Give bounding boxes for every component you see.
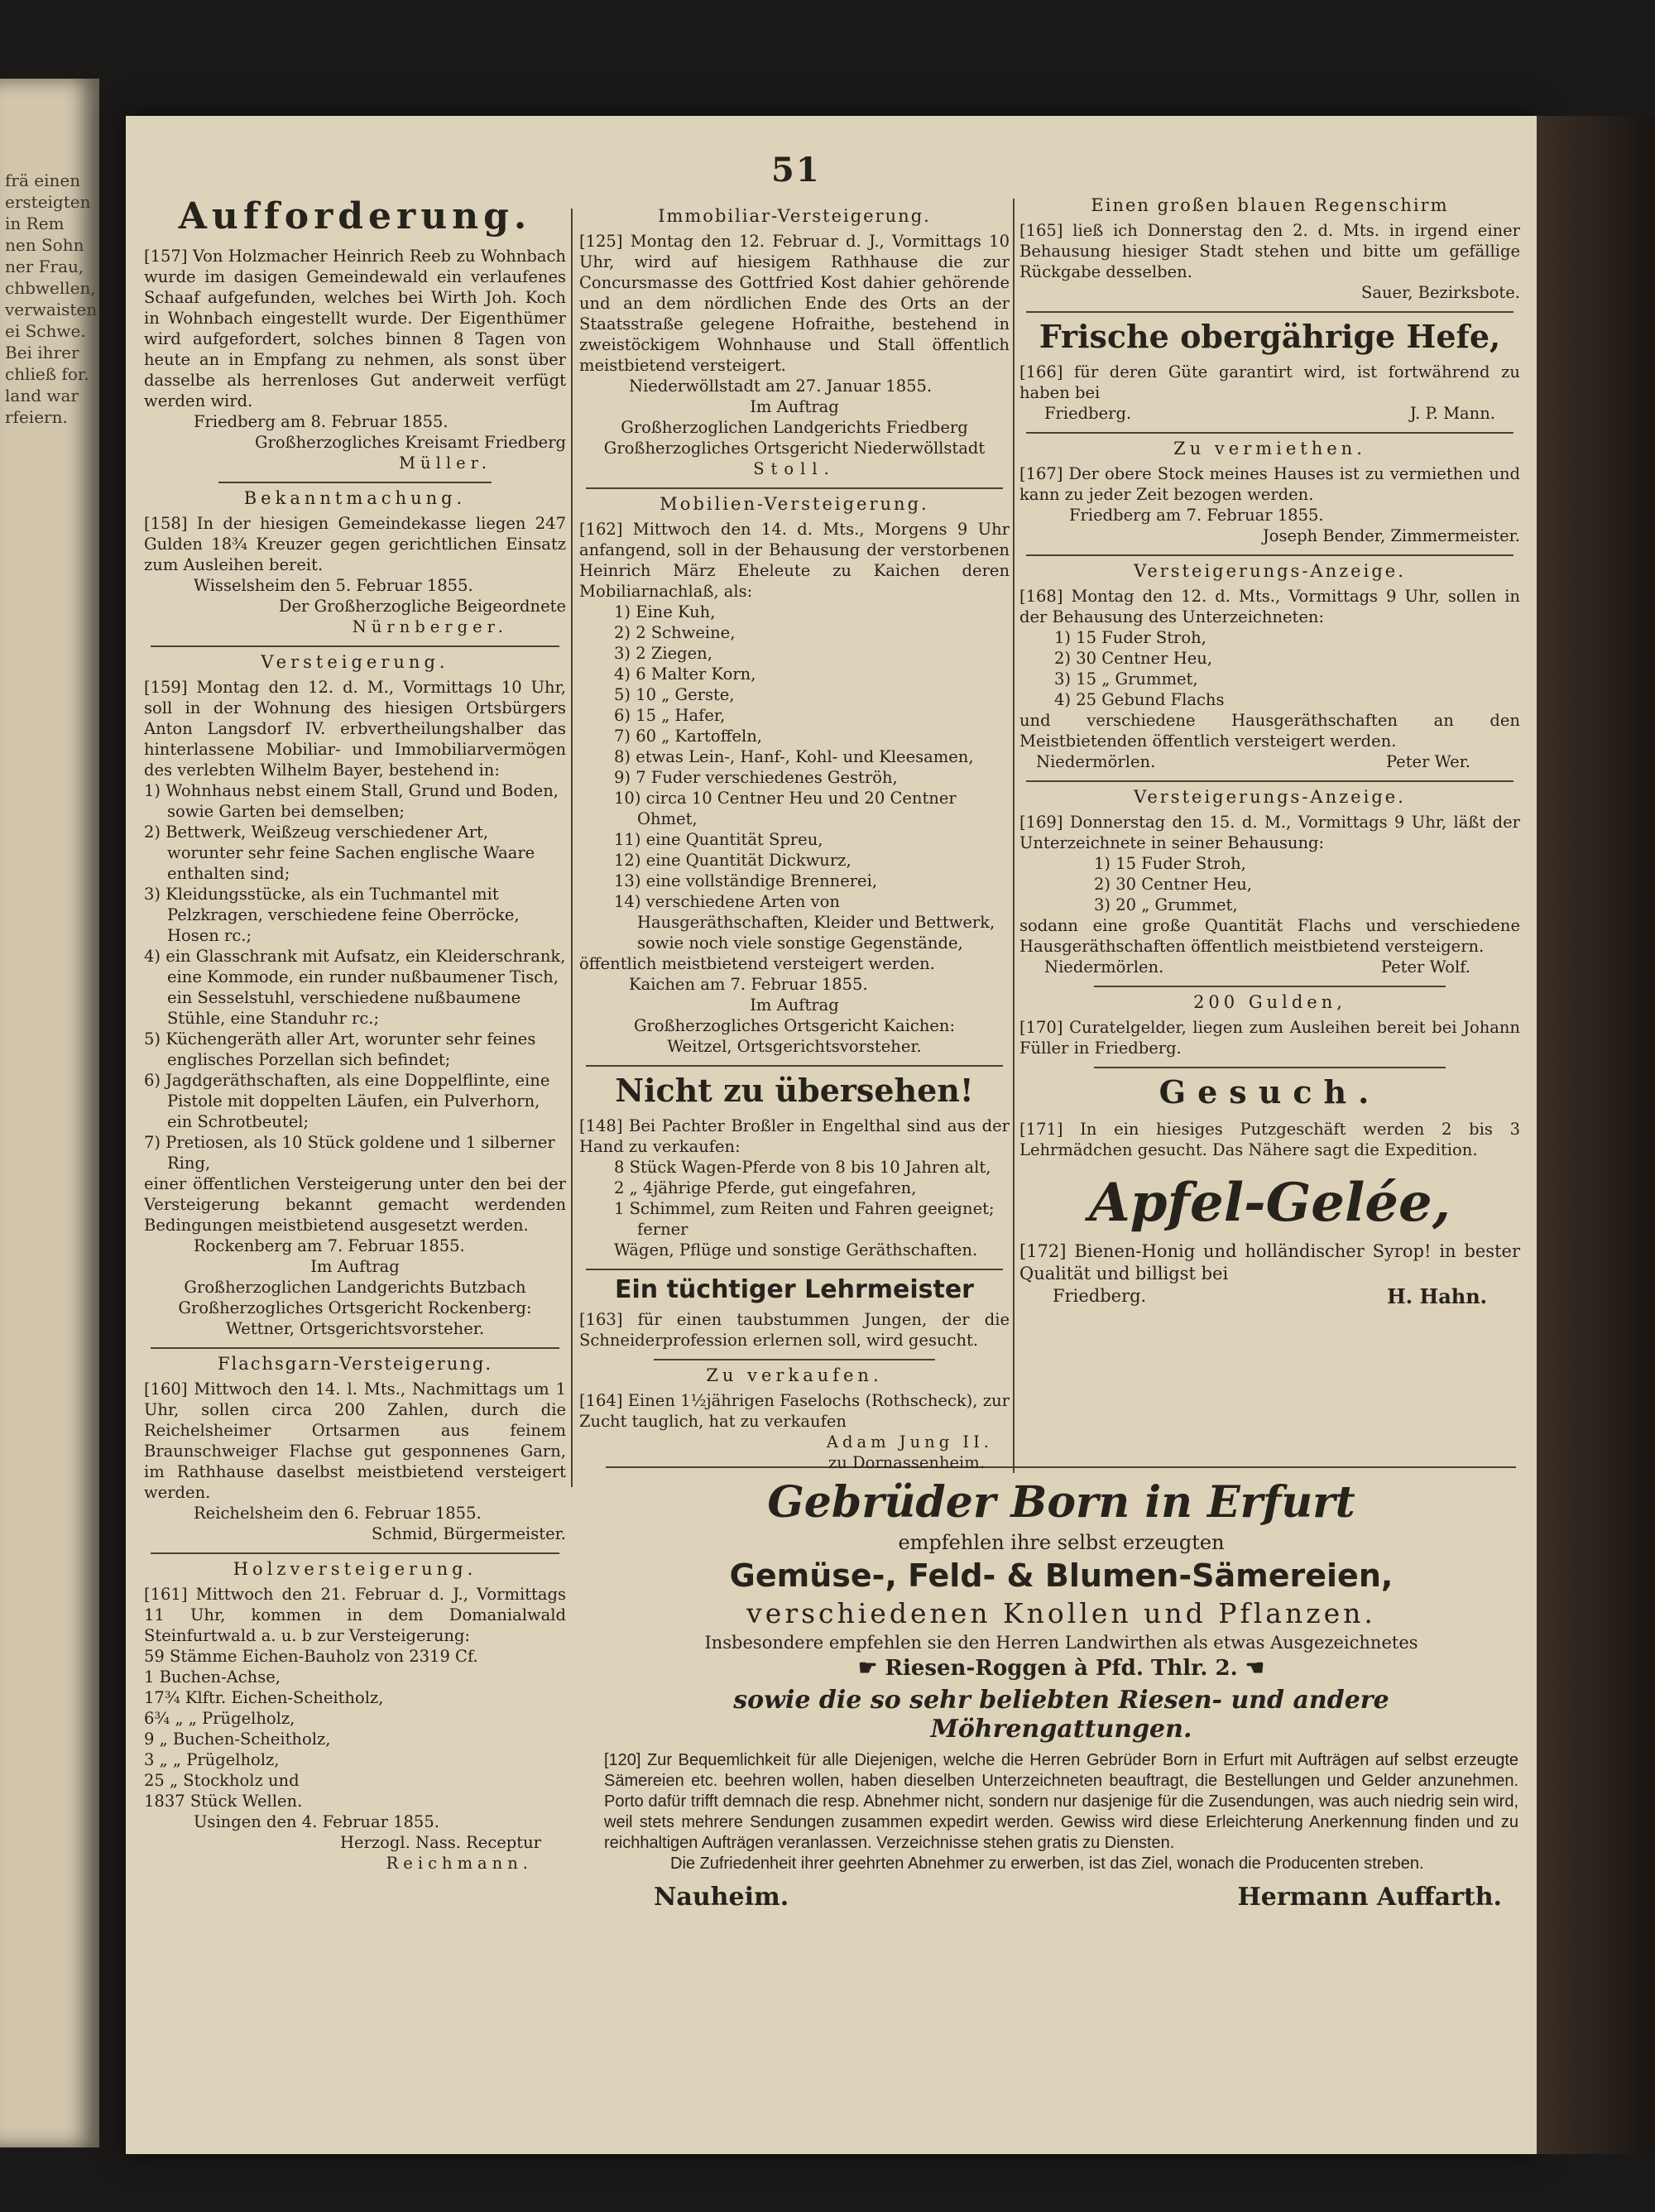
signature: Sauer, Bezirksbote. (1361, 283, 1520, 302)
notice-title: 200 Gulden, (1193, 992, 1346, 1012)
notice-title: Flachsgarn-Versteigerung. (217, 1354, 493, 1374)
place-date: Rockenberg am 7. Februar 1855. (194, 1236, 465, 1255)
notice-title: Mobilien-Versteigerung. (660, 494, 929, 514)
notice-tail: sodann eine große Quantität Flachs und verschiedene Hausgeräthschaften öffentlich meistbietend versteigern. (1019, 916, 1520, 956)
left-page-fragment: ersteigten (5, 192, 91, 212)
notice-text: [166] für deren Güte garantirt wird, ist fortwährend zu haben bei (1019, 362, 1520, 402)
notice-title: Holzversteigerung. (233, 1559, 477, 1579)
list-item: 10) circa 10 Centner Heu und 20 Centner Ohmet, (614, 789, 957, 828)
authority: Großherzogliches Ortsgericht Kaichen: (633, 1016, 956, 1035)
list-item: 6¾ „ „ Prügelholz, (144, 1709, 295, 1728)
left-page-fragment: land war (5, 386, 79, 405)
signature-place: zu Dornassenheim. (828, 1453, 985, 1472)
left-page-fragment: chließ for. (5, 364, 89, 384)
signature: J. P. Mann. (1409, 404, 1495, 423)
divider (1026, 780, 1513, 782)
notice-166 (1019, 318, 1520, 424)
notice-title: Gesuch. (1158, 1073, 1381, 1111)
left-page-fragment: verwaisten (5, 300, 98, 319)
signature: Adam Jung II. (826, 1432, 993, 1451)
list-item: 1) Wohnhaus nebst einem Stall, Grund und Boden, sowie Garten bei demselben; (144, 781, 559, 821)
notice-163 (579, 1275, 1010, 1351)
item-list (1019, 627, 1520, 710)
notice-tail: öffentlich meistbietend versteigert werden. (579, 954, 935, 973)
in-auftrag: Im Auftrag (750, 996, 839, 1015)
item-list (579, 602, 1010, 953)
list-item: 9) 7 Fuder verschiedenes Geströh, (614, 768, 898, 787)
notice-text: [125] Montag den 12. Februar d. J., Vormittags 10 Uhr, wird auf hiesigem Rathhause die zur Concursmasse des Gottfried Kost dahier gehörende und an dem nördlichen Ende des Orts an der Staatsstraße gelegene Hofraithe, bestehend in zweistöckigem Wohnhause und Stall öffentlich meistbietend versteigert. (579, 232, 1010, 375)
notice-title: Ein tüchtiger Lehrmeister (615, 1275, 974, 1304)
place-date: Wisselsheim den 5. Februar 1855. (194, 576, 473, 595)
notice-text: [171] In ein hiesiges Putzgeschäft werden 2 bis 3 Lehrmädchen gesucht. Das Nähere sagt die Expedition. (1019, 1120, 1520, 1159)
notice-text: [148] Bei Pachter Broßler in Engelthal sind aus der Hand zu verkaufen: (579, 1116, 1010, 1156)
notice-title: Apfel-Gelée, (1089, 1172, 1451, 1234)
born-advertisement (604, 1477, 1518, 1912)
place-date: Friedberg am 7. Februar 1855. (1069, 506, 1324, 525)
list-item: Wägen, Pflüge und sonstige Geräthschaften. (614, 1240, 978, 1260)
column-1 (144, 190, 566, 1874)
list-item: 2) 30 Centner Heu, (1054, 649, 1213, 668)
notice-text: [167] Der obere Stock meines Hauses ist zu vermiethen und kann zu jeder Zeit bezogen werden. (1019, 464, 1520, 504)
list-item: 4) 6 Malter Korn, (614, 665, 756, 684)
list-item: 8) etwas Lein-, Hanf-, Kohl- und Kleesamen, (614, 747, 974, 766)
divider (654, 1359, 935, 1360)
signature: H. Hahn. (1387, 1284, 1487, 1308)
notice-text: [164] Einen 1½jährigen Faselochs (Rothscheck), zur Zucht tauglich, hat zu verkaufen (579, 1391, 1010, 1431)
item-list (1019, 853, 1520, 915)
left-page-fragment: chbwellen, (5, 278, 96, 298)
notice-170 (1019, 992, 1520, 1058)
list-item: 3 „ „ Prügelholz, (144, 1750, 280, 1769)
ad-offer-text: Riesen-Roggen à Pfd. Thlr. 2. (885, 1656, 1238, 1681)
notice-162 (579, 494, 1010, 1057)
left-page-fragment: nen Sohn (5, 235, 84, 255)
notice-158 (144, 488, 566, 637)
notice-tail: einer öffentlichen Versteigerung unter den bei der Versteigerung bekannt gemacht werdenden Bedingungen meistbietend ausgesetzt werden. (144, 1174, 566, 1235)
left-page-fragments (0, 79, 99, 428)
notice-168 (1019, 561, 1520, 772)
list-item: 1) 15 Fuder Stroh, (1094, 854, 1246, 873)
left-page-fragment: ner Frau, (5, 257, 84, 276)
notice-text: [158] In der hiesigen Gemeindekasse liegen 247 Gulden 18¾ Kreuzer gegen gerichtlichen Einsatz zum Ausleihen bereit. (144, 514, 566, 574)
notice-text: [160] Mittwoch den 14. l. Mts., Nachmittags um 1 Uhr, sollen circa 200 Zahlen, durch die Reichelsheimer Ortsarmen aus feinem Braunschweiger Flachse gut gesponnenes Garn, im Rathhause daselbst meistbietend versteigert werden. (144, 1380, 566, 1502)
notice-text: [159] Montag den 12. d. M., Vormittags 10 Uhr, soll in der Wohnung des hiesigen Ortsbürgers Anton Langsdorf IV. erbvertheilungshalber das hinterlassene Mobiliar- und Immobiliarvermögen des verlebten Wilhelm Bayer, bestehend in: (144, 678, 566, 780)
authority: Großherzoglichen Landgerichts Friedberg (621, 418, 968, 437)
place: Friedberg. (1044, 404, 1132, 423)
signature: Joseph Bender, Zimmermeister. (1262, 526, 1520, 545)
notice-title: Zu verkaufen. (706, 1365, 883, 1385)
notice-text: [161] Mittwoch den 21. Februar d. J., Vormittags 11 Uhr, kommen in dem Domanialwald Steinfurtwald a. u. b zur Versteigerung: (144, 1585, 566, 1645)
item-list (579, 1157, 1010, 1260)
divider (1094, 1067, 1446, 1068)
notice-161 (144, 1559, 566, 1874)
notice-167 (1019, 439, 1520, 546)
authority: Großherzogliches Ortsgericht Niederwöllstadt (603, 439, 986, 458)
signature: Peter Wer. (1385, 752, 1470, 771)
list-item: 11) eine Quantität Spreu, (614, 830, 823, 849)
in-auftrag: Im Auftrag (310, 1257, 400, 1276)
list-item: 1 Buchen-Achse, (144, 1667, 281, 1687)
ad-headline: Gebrüder Born in Erfurt (767, 1477, 1355, 1528)
signature: Nürnberger. (352, 617, 508, 636)
place-date: Niederwöllstadt am 27. Januar 1855. (629, 377, 933, 396)
list-item: 7) 60 „ Kartoffeln, (614, 727, 763, 746)
notice-text: [163] für einen taubstummen Jungen, der die Schneiderprofession erlernen soll, wird gesucht. (579, 1310, 1010, 1350)
left-page-fragment: ei Schwe. (5, 321, 86, 341)
list-item: 5) Küchengeräth aller Art, worunter sehr feines englisches Porzellan sich befindet; (144, 1029, 536, 1069)
ad-subheadline: empfehlen ihre selbst erzeugten (898, 1531, 1225, 1554)
notice-171 (1019, 1073, 1520, 1160)
place-date: Usingen den 4. Februar 1855. (194, 1812, 439, 1831)
notice-title: Einen großen blauen Regenschirm (1091, 195, 1449, 215)
notice-title: Immobiliar-Versteigerung. (658, 206, 931, 226)
pointing-hand-icon: ☛ (857, 1656, 885, 1681)
divider (1026, 311, 1513, 313)
notice-164 (579, 1365, 1010, 1473)
notice-169 (1019, 787, 1520, 977)
notice-tail: und verschiedene Hausgeräthschaften an den Meistbietenden öffentlich versteigert werden. (1019, 711, 1520, 751)
place-date: Kaichen am 7. Februar 1855. (629, 975, 868, 994)
place-date: Reichelsheim den 6. Februar 1855. (194, 1504, 482, 1523)
notice-125 (579, 206, 1010, 479)
list-item: 4) ein Glasschrank mit Aufsatz, ein Kleiderschrank, eine Kommode, ein runder nußbaumener Tisch, ein Sesselstuhl, verschiedene nußbaumene Stühle, eine Standuhr rc.; (144, 947, 566, 1028)
list-item: 8 Stück Wagen-Pferde von 8 bis 10 Jahren alt, (614, 1158, 991, 1177)
divider (586, 1065, 1003, 1067)
left-page-fragment: frä einen (5, 170, 81, 190)
divider (1026, 554, 1513, 556)
list-item: 1) Eine Kuh, (614, 602, 716, 621)
book-spine (1537, 116, 1655, 2154)
column-divider (1013, 199, 1015, 1473)
list-item: 2) 2 Schweine, (614, 623, 736, 642)
column-divider (571, 209, 573, 1487)
list-item: 1) 15 Fuder Stroh, (1054, 628, 1206, 647)
divider (151, 1552, 559, 1554)
divider (151, 645, 559, 647)
list-item: 3) 15 „ Grummet, (1054, 669, 1198, 689)
ad-product-line-2: verschiedenen Knollen und Pflanzen. (746, 1597, 1376, 1629)
signature: Stoll. (753, 459, 836, 478)
ad-product-line: Gemüse-, Feld- & Blumen-Sämereien, (729, 1557, 1394, 1594)
list-item: 12) eine Quantität Dickwurz, (614, 851, 851, 870)
in-auftrag: Im Auftrag (750, 397, 839, 416)
newspaper-page (126, 116, 1537, 2154)
notice-text: [162] Mittwoch den 14. d. Mts., Morgens 9 Uhr anfangend, soll in der Behausung der verstorbenen Heinrich März Eheleute zu Kaichen deren Mobiliarnachlaß, als: (579, 520, 1010, 601)
signature: Peter Wolf. (1380, 957, 1470, 976)
authority: Großherzogliches Ortsgericht Rockenberg: (178, 1298, 532, 1317)
list-item: 59 Stämme Eichen-Bauholz von 2319 Cf. (144, 1647, 478, 1666)
authority: Der Großherzogliche Beigeordnete (278, 597, 566, 616)
notice-text: [157] Von Holzmacher Heinrich Reeb zu Wohnbach wurde im dasigen Gemeindewald ein verlaufenes Schaaf aufgefunden, welches bei Wirth Joh. Koch in Wohnbach eingestellt wurde. Der Eigenthümer wird aufgefordert, solches binnen 8 Tagen von heute an in Empfang zu nehmen, als sonst über dasselbe als herrenloses Gut anderweit verfügt werden wird. (144, 247, 566, 410)
list-item: 5) 10 „ Gerste, (614, 685, 735, 704)
list-item: 3) 2 Ziegen, (614, 644, 712, 663)
divider (218, 482, 492, 483)
list-item: 9 „ Buchen-Scheitholz, (144, 1730, 331, 1749)
list-item: 2) 30 Centner Heu, (1094, 875, 1253, 894)
signature: Reichmann. (386, 1854, 533, 1873)
divider (586, 487, 1003, 489)
ad-body-2: Die Zufriedenheit ihrer geehrten Abnehmer zu erwerben, ist das Ziel, wonach die Producenten streben. (670, 1855, 1424, 1873)
list-item: 6) Jagdgeräthschaften, als eine Doppelflinte, eine Pistole mit doppelten Läufen, ein Pulverhorn, ein Schrotbeutel; (144, 1071, 550, 1131)
column-2 (579, 203, 1010, 1473)
divider (151, 1347, 559, 1349)
authority: Großherzogliches Kreisamt Friedberg (254, 433, 566, 452)
notice-title: Nicht zu übersehen! (615, 1072, 974, 1109)
notice-157 (144, 195, 566, 473)
left-page-fragment: rfeiern. (5, 407, 68, 427)
notice-text: [165] ließ ich Donnerstag den 2. d. Mts. in irgend einer Behausung hiesiger Stadt stehen und bitte um gefällige Rückgabe desselben. (1019, 221, 1520, 281)
page-number: 51 (771, 151, 821, 190)
notice-172 (1019, 1172, 1520, 1308)
ad-offer (604, 1656, 1518, 1681)
list-item: 13) eine vollständige Brennerei, (614, 871, 878, 890)
left-page-fragment: in Rem (5, 214, 65, 233)
signature: Müller. (399, 453, 492, 473)
ad-signature: Hermann Auffarth. (1237, 1883, 1502, 1912)
list-item: 17¾ Klftr. Eichen-Scheitholz, (144, 1688, 384, 1707)
left-page-fragment: Bei ihrer (5, 343, 79, 362)
list-item: 2 „ 4jährige Pferde, gut eingefahren, (614, 1178, 917, 1197)
left-page-edge (0, 79, 99, 2147)
notice-title: Versteigerung. (261, 652, 449, 672)
column-3 (1019, 192, 1520, 1308)
list-item: 3) Kleidungsstücke, als ein Tuchmantel mit Pelzkragen, verschiedene feine Oberröcke, Hosen rc.; (144, 885, 520, 945)
notice-165 (1019, 195, 1520, 303)
notice-title: Frische obergährige Hefe, (1039, 318, 1501, 355)
divider (1094, 986, 1446, 987)
list-item: 6) 15 „ Hafer, (614, 706, 726, 725)
list-item: 3) 20 „ Grummet, (1094, 895, 1238, 914)
notice-text: [169] Donnerstag den 15. d. M., Vormittags 9 Uhr, läßt der Unterzeichnete in seiner Behausung: (1019, 813, 1520, 852)
notice-159 (144, 652, 566, 1339)
list-item: 2) Bettwerk, Weißzeug verschiedener Art, worunter sehr feine Sachen englische Waare enthalten sind; (144, 823, 535, 883)
notice-text: [170] Curatelgelder, liegen zum Ausleihen bereit bei Johann Füller in Friedberg. (1019, 1018, 1520, 1058)
list-item: 1837 Stück Wellen. (144, 1792, 303, 1811)
place: Niedermörlen. (1036, 752, 1156, 771)
list-item: 25 „ Stockholz und (144, 1771, 300, 1790)
list-item: 1 Schimmel, zum Reiten und Fahren geeignet; ferner (614, 1199, 995, 1239)
ad-offer-2: sowie die so sehr beliebten Riesen- und andere Möhrengattungen. (733, 1686, 1389, 1744)
ad-intro: Insbesondere empfehlen sie den Herren Landwirthen als etwas Ausgezeichnetes (704, 1633, 1418, 1653)
divider (1026, 432, 1513, 434)
notice-title: Zu vermiethen. (1173, 439, 1366, 458)
notice-title: Aufforderung. (178, 195, 532, 238)
signature: Weitzel, Ortsgerichtsvorsteher. (667, 1037, 922, 1056)
signature: Wettner, Ortsgerichtsvorsteher. (225, 1319, 485, 1338)
item-list (144, 1646, 566, 1811)
notice-title: Versteigerungs-Anzeige. (1134, 561, 1406, 581)
place: Niedermörlen. (1044, 957, 1164, 976)
list-item: 4) 25 Gebund Flachs (1054, 690, 1225, 709)
item-list (144, 780, 566, 1173)
notice-148 (579, 1072, 1010, 1260)
divider (586, 1269, 1003, 1270)
authority: Großherzoglichen Landgerichts Butzbach (184, 1278, 526, 1297)
authority: Herzogl. Nass. Receptur (340, 1833, 541, 1852)
notice-title: Bekanntmachung. (243, 488, 467, 508)
place-date: Friedberg am 8. Februar 1855. (194, 412, 449, 431)
list-item: 14) verschiedene Arten von Hausgeräthschaften, Kleider und Bettwerk, sowie noch viele sonstige Gegenstände, (614, 892, 995, 952)
notice-160 (144, 1354, 566, 1544)
notice-text: [168] Montag den 12. d. Mts., Vormittags 9 Uhr, sollen in der Behausung des Unterzeichneten: (1019, 587, 1520, 626)
pointing-hand-icon: ☚ (1245, 1656, 1265, 1681)
ad-place: Nauheim. (654, 1883, 789, 1912)
ad-body: [120] Zur Bequemlichkeit für alle Diejenigen, welche die Herren Gebrüder Born in Erfurt mit Aufträgen auf selbst erzeugte Sämereien etc. beehren wollen, haben dieselben Unterzeichneten beauftragt, die Bestellungen und Gelder anzunehmen. Porto dafür trifft demnach die resp. Abnehmer nicht, sondern nur dasjenige für die Zusendungen, was auch niedrig sein wird, weil stets mehrere Sendungen zusammen expedirt werden. Gewiss wird diese Erleichterung Anerkennung finden und zu reichhaltigen Aufträgen veranlassen. Verzeichnisse stehen gratis zu Diensten. (604, 1751, 1518, 1852)
notice-text: [172] Bienen-Honig und holländischer Syrop! in bester Qualität und billigst bei (1019, 1241, 1520, 1284)
list-item: 7) Pretiosen, als 10 Stück goldene und 1 silberner Ring, (144, 1133, 555, 1173)
place: Friedberg. (1053, 1286, 1147, 1306)
notice-title: Versteigerungs-Anzeige. (1134, 787, 1406, 807)
signature: Schmid, Bürgermeister. (371, 1524, 566, 1543)
